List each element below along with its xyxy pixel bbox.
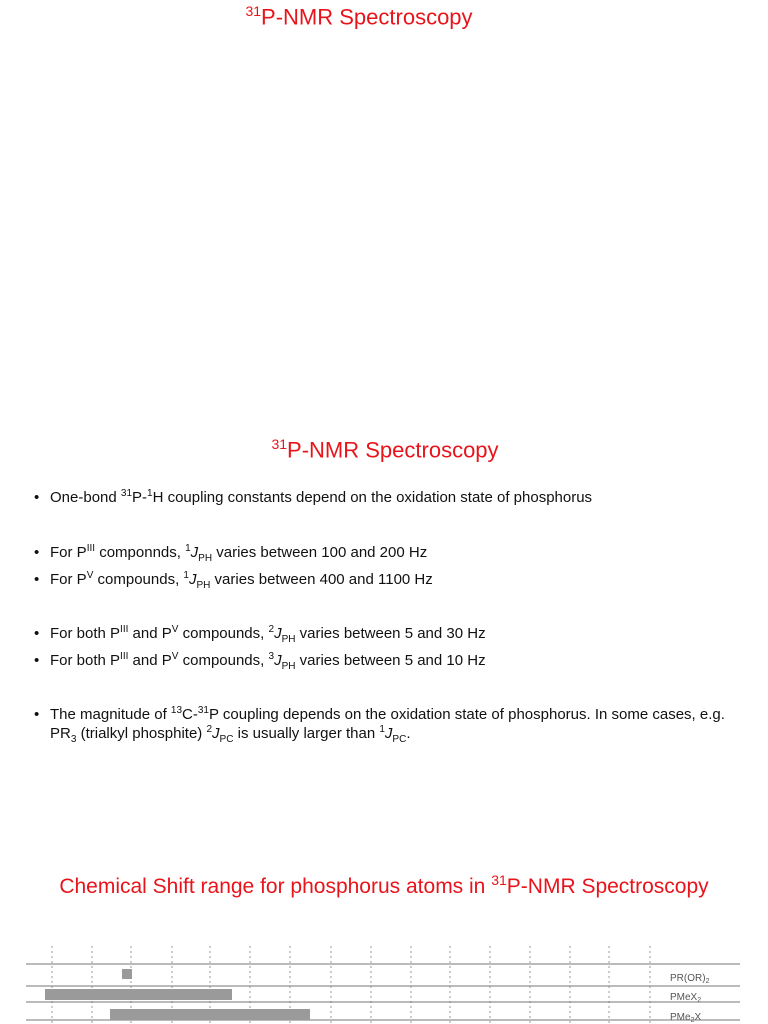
superscript: 31 (197, 705, 209, 716)
superscript: 1 (185, 543, 191, 554)
chemical-shift-title (0, 872, 768, 899)
text: compounds, (93, 571, 184, 588)
text: For P (50, 544, 87, 561)
superscript: 3 (268, 651, 275, 662)
bullet-group-1 (34, 488, 734, 507)
superscript: V (171, 624, 179, 635)
superscript: III (120, 651, 129, 662)
range-bar-pmex2 (45, 989, 232, 1000)
bullet-group-3 (34, 624, 734, 670)
text: P- (132, 489, 148, 506)
title-text: P-NMR Spectroscopy (261, 4, 473, 30)
superscript: 31 (120, 488, 133, 499)
text: varies between 5 and 10 Hz (295, 652, 486, 669)
bullet-one-bond-coupling (34, 488, 734, 507)
title-text: Chemical Shift range for phosphorus atoms in (59, 875, 492, 898)
subscript: PC (219, 734, 234, 745)
text: varies between 400 and 1100 Hz (210, 571, 433, 588)
superscript: 1 (379, 724, 385, 735)
text: H coupling constants depend on the oxidation state of phosphorus (152, 489, 593, 506)
superscript: 13 (170, 705, 183, 716)
superscript: 2 (268, 624, 275, 635)
title-text: P-NMR Spectroscopy (506, 875, 709, 898)
text: varies between 100 and 200 Hz (212, 544, 428, 561)
coupling-symbol: J (274, 625, 282, 642)
isotope-superscript: 31 (491, 872, 507, 888)
text: compounds, (178, 625, 269, 642)
isotope-superscript: 31 (245, 3, 262, 19)
superscript: III (86, 543, 96, 554)
bullet-two-bond-coupling (34, 624, 734, 643)
row-label-pr-or2: $PR(OR)_2$ (670, 973, 710, 985)
text: . (406, 725, 411, 742)
coupling-symbol: J (190, 544, 199, 561)
section-title (1, 436, 768, 463)
subscript: PH (196, 580, 211, 591)
coupling-symbol: J (212, 725, 220, 742)
superscript: 1 (147, 488, 153, 499)
superscript: 2 (206, 724, 213, 735)
isotope-superscript: 31 (271, 436, 288, 452)
bullet-p5-coupling (34, 570, 734, 589)
text: varies between 5 and 30 Hz (295, 625, 486, 642)
row-label-pme2x: PMe$_2$X (670, 1012, 702, 1024)
range-bar-pr-or2 (122, 969, 132, 979)
page-title-top (0, 3, 743, 30)
bullet-three-bond-coupling (34, 651, 734, 670)
text: The magnitude of (50, 706, 171, 723)
row-label-pmex2: PMeX$_2$ (670, 992, 702, 1004)
superscript: V (171, 651, 179, 662)
subscript: PH (198, 553, 213, 564)
text: For P (50, 571, 87, 588)
text: (trialkyl phosphite) (76, 725, 207, 742)
superscript: III (120, 624, 129, 635)
text: For both P (50, 625, 121, 642)
text: compounds, (178, 652, 269, 669)
title-text: P-NMR Spectroscopy (287, 437, 499, 463)
bullet-group-2 (34, 543, 734, 589)
subscript: 3 (70, 734, 77, 745)
text: componnds, (95, 544, 186, 561)
subscript: PH (281, 661, 296, 672)
superscript: V (86, 570, 94, 581)
bullet-group-4 (34, 705, 734, 743)
bullet-p3-coupling (34, 543, 734, 562)
text: C- (182, 706, 198, 723)
chemical-shift-chart (0, 946, 768, 1024)
text: One-bond (50, 489, 121, 506)
subscript: PC (392, 734, 407, 745)
subscript: PH (281, 634, 296, 645)
superscript: 1 (183, 570, 189, 581)
text: is usually larger than (233, 725, 380, 742)
text: and P (128, 625, 172, 642)
coupling-symbol: J (188, 571, 197, 588)
bullet-c-p-coupling (34, 705, 734, 743)
range-bar-pme2x (110, 1009, 310, 1020)
coupling-symbol: J (274, 652, 282, 669)
text: P coupling depends on the oxidation state of phosphorus. In some cases, e.g. PR (50, 706, 725, 742)
text: and P (128, 652, 172, 669)
text: For both P (50, 652, 121, 669)
coupling-symbol: J (384, 725, 393, 742)
